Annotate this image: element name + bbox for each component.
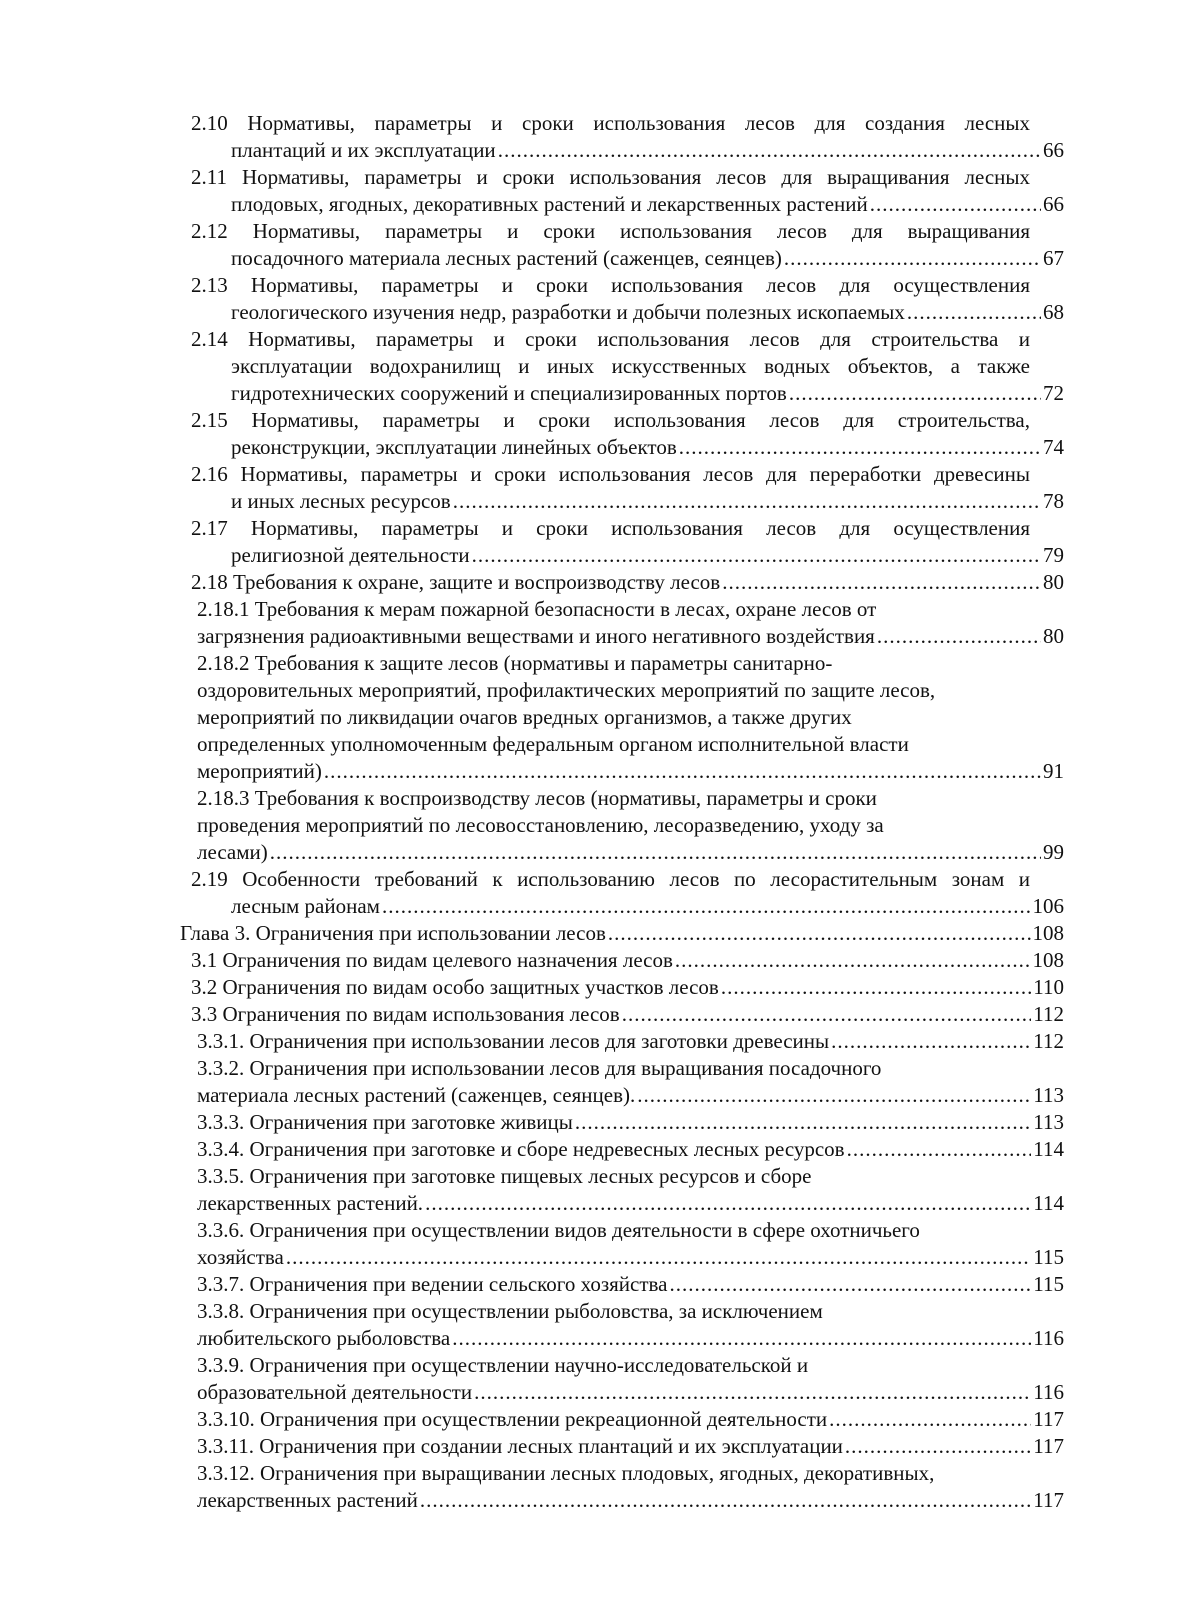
dot-leader [675,947,1031,974]
toc-page-number: 110 [1033,975,1064,999]
toc-page-number: 117 [1033,1488,1064,1512]
dot-leader [669,1271,1031,1298]
toc-entry[interactable] [0,866,1200,920]
dot-leader [474,1379,1031,1406]
dot-leader [789,380,1041,407]
dot-leader [425,1190,1031,1217]
toc-entry-line: 2.10 Нормативы, параметры и сроки использования лесов для создания лесных [191,111,1030,135]
toc-entry-line: 2.16 Нормативы, параметры и сроки использования лесов для переработки древесины [191,462,1030,486]
toc-page-number: 78 [1043,489,1064,513]
toc-page-number: 115 [1033,1272,1064,1296]
toc-entry-line: 2.11 Нормативы, параметры и сроки использования лесов для выращивания лесных [191,165,1030,189]
toc-entry-title: 3.3 Ограничения по видам использования лесов [191,1002,620,1026]
toc-page-number: 112 [1033,1002,1064,1026]
dot-leader [575,1109,1031,1136]
dot-leader [286,1244,1031,1271]
toc-page-number: 108 [1032,921,1064,945]
toc-entry[interactable] [0,1136,1200,1163]
toc-page-number: 80 [1043,570,1064,594]
toc-entry[interactable] [0,1352,1200,1406]
toc-entry[interactable] [0,1298,1200,1352]
toc-page-number: 72 [1043,381,1064,405]
toc-page-number: 114 [1033,1191,1064,1215]
toc-page-number: 108 [1032,948,1064,972]
toc-entry[interactable] [0,1055,1200,1109]
toc-entry[interactable] [0,110,1200,164]
toc-entry-line: 2.14 Нормативы, параметры и сроки использования лесов для строительства и [191,327,1030,351]
dot-leader [637,1082,1031,1109]
toc-entry-title: 3.3.3. Ограничения при заготовке живицы [197,1110,573,1134]
toc-entry-title: геологического изучения недр, разработки и добычи полезных ископаемых [231,300,905,324]
toc-page-number: 117 [1033,1407,1064,1431]
toc-entry[interactable] [0,164,1200,218]
toc-entry[interactable] [0,650,1200,785]
toc-entry[interactable] [0,1001,1200,1028]
toc-page-number: 91 [1043,759,1064,783]
toc-entry-line: 3.3.8. Ограничения при осуществлении рыболовства, за исключением [197,1299,823,1323]
toc-entry[interactable] [0,218,1200,272]
toc-entry-line: эксплуатации водохранилищ и иных искусственных водных объектов, а также [231,354,1030,378]
toc-entry[interactable] [0,1217,1200,1271]
toc-page-number: 113 [1033,1110,1064,1134]
toc-entry[interactable] [0,569,1200,596]
dot-leader [270,839,1041,866]
toc-entry-title: религиозной деятельности [231,543,470,567]
toc-page-number: 113 [1033,1083,1064,1107]
dot-leader [472,542,1041,569]
dot-leader [845,1433,1031,1460]
toc-entry-line: 3.3.12. Ограничения при выращивании лесных плодовых, ягодных, декоративных, [197,1461,935,1485]
toc-entry-line: 2.15 Нормативы, параметры и сроки использования лесов для строительства, [191,408,1030,432]
dot-leader [622,1001,1032,1028]
dot-leader [877,623,1041,650]
toc-page-number: 112 [1033,1029,1064,1053]
toc-page-number: 66 [1043,138,1064,162]
toc-entry[interactable] [0,1406,1200,1433]
toc-page-number: 116 [1033,1380,1064,1404]
toc-page-number: 106 [1032,894,1064,918]
toc-page-number: 79 [1043,543,1064,567]
toc-entry[interactable] [0,1433,1200,1460]
toc-entry[interactable] [0,920,1200,947]
toc-page-number: 68 [1043,300,1064,324]
toc-entry-line: оздоровительных мероприятий, профилактических мероприятий по защите лесов, [197,678,936,702]
dot-leader [831,1028,1031,1055]
toc-entry-title: лесным районам [231,894,380,918]
dot-leader [722,569,1041,596]
toc-entry-line: 2.18.3 Требования к воспроизводству лесов (нормативы, параметры и сроки [197,786,877,810]
toc-entry-title: реконструкции, эксплуатации линейных объектов [231,435,677,459]
toc-entry-title: 3.3.10. Ограничения при осуществлении рекреационной деятельности [197,1407,828,1431]
toc-entry-title: плодовых, ягодных, декоративных растений и лекарственных растений [231,192,868,216]
toc-entry-line: 3.3.5. Ограничения при заготовке пищевых лесных ресурсов и сборе [197,1164,812,1188]
toc-entry-line: 2.13 Нормативы, параметры и сроки использования лесов для осуществления [191,273,1030,297]
dot-leader [721,974,1031,1001]
dot-leader [324,758,1041,785]
dot-leader [829,1406,1031,1433]
toc-entry-title: 2.18 Требования к охране, защите и воспроизводству лесов [191,570,721,594]
toc-entry[interactable] [0,272,1200,326]
toc-entry[interactable] [0,947,1200,974]
toc-page-number: 67 [1043,246,1064,270]
toc-entry-title: загрязнения радиоактивными веществами и иного негативного воздействия [197,624,875,648]
toc-entry[interactable] [0,1163,1200,1217]
dot-leader [870,191,1041,218]
dot-leader [907,299,1041,326]
toc-entry-line: 2.19 Особенности требований к использованию лесов по лесорастительным зонам и [191,867,1030,891]
dot-leader [382,893,1031,920]
toc-entry-line: 3.3.6. Ограничения при осуществлении видов деятельности в сфере охотничьего [197,1218,920,1242]
toc-entry-title: плантаций и их эксплуатации [231,138,496,162]
toc-entry-title: 3.3.4. Ограничения при заготовке и сборе недревесных лесных ресурсов [197,1137,845,1161]
toc-page-number: 80 [1043,624,1064,648]
toc-entry-title: посадочного материала лесных растений (саженцев, сеянцев) [231,246,782,270]
toc-entry[interactable] [0,1028,1200,1055]
toc-page-number: 116 [1033,1326,1064,1350]
dot-leader [453,488,1041,515]
toc-entry-title: материала лесных растений (саженцев, сеянцев). [197,1083,636,1107]
toc-entry-title: лекарственных растений [197,1488,418,1512]
table-of-contents [0,110,1200,1514]
toc-entry[interactable] [0,596,1200,650]
toc-entry-line: 2.18.1 Требования к мерам пожарной безопасности в лесах, охране лесов от [197,597,877,621]
toc-entry[interactable] [0,1271,1200,1298]
toc-page-number: 114 [1033,1137,1064,1161]
toc-page-number: 117 [1033,1434,1064,1458]
toc-entry[interactable] [0,461,1200,515]
toc-entry-line: 2.18.2 Требования к защите лесов (нормативы и параметры санитарно- [197,651,833,675]
toc-entry-title: любительского рыболовства [197,1326,451,1350]
dot-leader [608,920,1031,947]
toc-entry-line: 3.3.2. Ограничения при использовании лесов для выращивания посадочного [197,1056,882,1080]
toc-entry-title: образовательной деятельности [197,1380,473,1404]
dot-leader [847,1136,1032,1163]
toc-entry[interactable] [0,1460,1200,1514]
toc-entry[interactable] [0,515,1200,569]
dot-leader [498,137,1041,164]
toc-entry-title: лесами) [197,840,268,864]
toc-page-number: 66 [1043,192,1064,216]
toc-entry-title: Глава 3. Ограничения при использовании лесов [180,921,606,945]
toc-entry-title: лекарственных растений. [197,1191,424,1215]
toc-entry-title: мероприятий) [197,759,322,783]
toc-entry[interactable] [0,326,1200,407]
toc-entry-title: 3.1 Ограничения по видам целевого назначения лесов [191,948,673,972]
toc-entry-title: 3.3.1. Ограничения при использовании лесов для заготовки древесины [197,1029,830,1053]
dot-leader [452,1325,1031,1352]
toc-entry-line: проведения мероприятий по лесовосстановлению, лесоразведению, уходу за [197,813,884,837]
toc-entry-title: 3.3.11. Ограничения при создании лесных плантаций и их эксплуатации [197,1434,843,1458]
toc-page-number: 74 [1043,435,1064,459]
toc-entry-title: хозяйства [197,1245,284,1269]
dot-leader [784,245,1041,272]
toc-entry-title: 3.3.7. Ограничения при ведении сельского хозяйства [197,1272,668,1296]
dot-leader [679,434,1041,461]
toc-entry-line: мероприятий по ликвидации очагов вредных организмов, а также других [197,705,852,729]
dot-leader [420,1487,1031,1514]
toc-page-number: 115 [1033,1245,1064,1269]
toc-entry[interactable] [0,1109,1200,1136]
toc-entry-line: 3.3.9. Ограничения при осуществлении научно-исследовательской и [197,1353,809,1377]
toc-page-number: 99 [1043,840,1064,864]
toc-entry-title: гидротехнических сооружений и специализированных портов [231,381,787,405]
toc-entry-title: 3.2 Ограничения по видам особо защитных участков лесов [191,975,719,999]
toc-entry-line: определенных уполномоченным федеральным органом исполнительной власти [197,732,909,756]
toc-entry[interactable] [0,785,1200,866]
toc-entry-title: и иных лесных ресурсов [231,489,451,513]
toc-entry-line: 2.12 Нормативы, параметры и сроки использования лесов для выращивания [191,219,1030,243]
toc-entry[interactable] [0,407,1200,461]
toc-entry-line: 2.17 Нормативы, параметры и сроки использования лесов для осуществления [191,516,1030,540]
toc-entry[interactable] [0,974,1200,1001]
